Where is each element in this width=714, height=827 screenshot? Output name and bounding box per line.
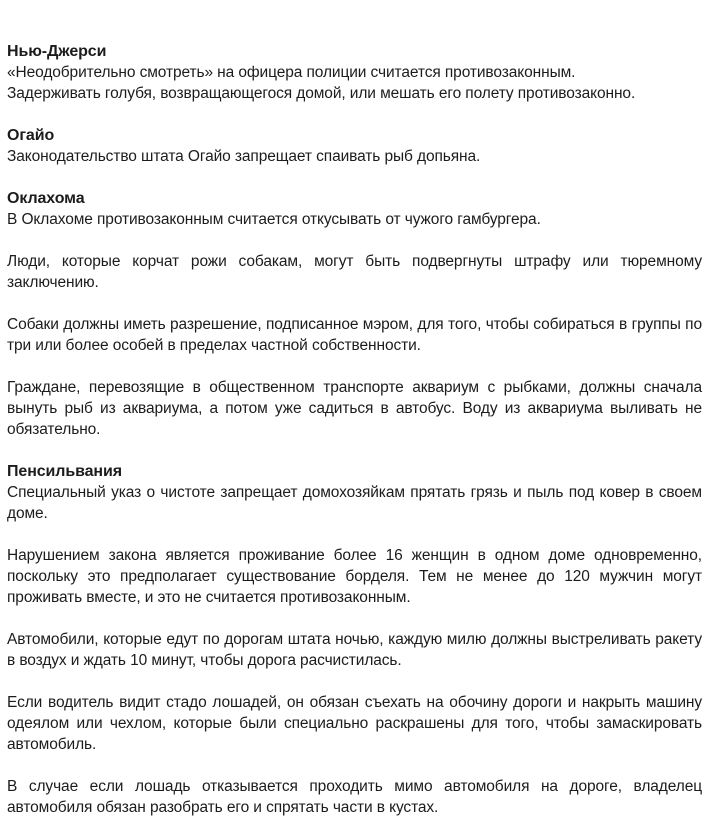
law-paragraph: Граждане, перевозящие в общественном транспорте аквариум с рыбками, должны сначала вынуть рыб из аквариума, а потом уже садиться в автобус. Воду из аквариума выливать не обязательно.	[7, 379, 702, 438]
law-paragraph: Нарушением закона является проживание более 16 женщин в одном доме одновременно, поскольку это предполагает существование борделя. Тем не менее до 120 мужчин могут проживать вместе, и это не считается противозаконным.	[7, 547, 702, 606]
law-paragraph: Люди, которые корчат рожи собакам, могут быть подвергнуты штрафу или тюремному заключению.	[7, 253, 702, 291]
law-paragraph: В Оклахоме противозаконным считается откусывать от чужого гамбургера.	[7, 211, 541, 228]
law-paragraph: Автомобили, которые едут по дорогам штата ночью, каждую милю должны выстреливать ракету в воздух и ждать 10 минут, чтобы дорога расчистилась.	[7, 631, 702, 669]
section-heading-ohio: Огайо	[7, 127, 55, 144]
law-paragraph: Задерживать голубя, возвращающегося домой, или мешать его полету противозаконно.	[7, 85, 636, 102]
section-heading-oklahoma: Оклахома	[7, 190, 85, 207]
law-paragraph: Законодательство штата Огайо запрещает спаивать рыб допьяна.	[7, 148, 481, 165]
law-paragraph: «Неодобрительно смотреть» на офицера полиции считается противозаконным.	[7, 64, 576, 81]
section-heading-pennsylvania: Пенсильвания	[7, 463, 122, 480]
section-heading-new-jersey: Нью-Джерси	[7, 43, 107, 60]
law-paragraph: Собаки должны иметь разрешение, подписанное мэром, для того, чтобы собираться в группы по три или более особей в пределах частной собственности.	[7, 316, 702, 354]
law-paragraph: Специальный указ о чистоте запрещает домохозяйкам прятать грязь и пыль под ковер в своем доме.	[7, 484, 702, 522]
law-paragraph: В случае если лошадь отказывается проходить мимо автомобиля на дороге, владелец автомобиля обязан разобрать его и спрятать части в кустах.	[7, 778, 702, 816]
law-paragraph: Если водитель видит стадо лошадей, он обязан съехать на обочину дороги и накрыть машину одеялом или чехлом, которые были специально раскрашены для того, чтобы замаскировать автомобиль.	[7, 694, 702, 753]
